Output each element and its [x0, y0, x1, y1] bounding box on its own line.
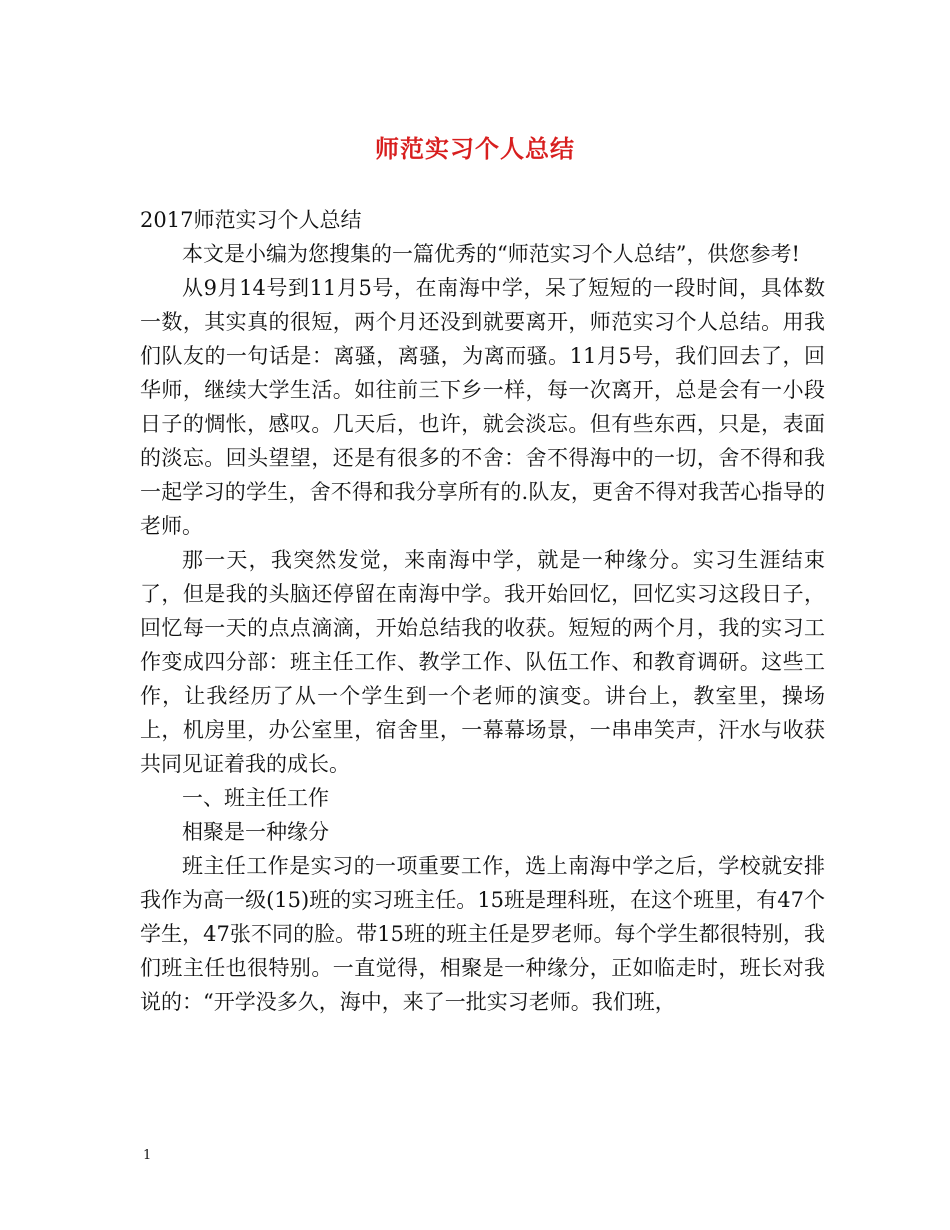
- document-subtitle: 2017师范实习个人总结: [140, 208, 362, 232]
- subsection-heading: 相聚是一种缘分: [182, 820, 329, 844]
- paragraph-homeroom: 班主任工作是实习的一项重要工作，选上南海中学之后，学校就安排我作为高一级(15)班的实习班主任。15班是理科班，在这个班里，有47个学生，47张不同的脸。带15班的班主任是罗老师。每个学生都很特别，我们班主任也很特别。一直觉得，相聚是一种缘分，正如临走时，班长对我说的：“开学没多久，海中，来了一批实习老师。我们班，: [140, 854, 825, 1014]
- document-title: 师范实习个人总结: [375, 134, 575, 163]
- paragraph-intro: 本文是小编为您搜集的一篇优秀的“师范实习个人总结”，供您参考!: [182, 242, 800, 266]
- page-number: 1: [143, 1148, 152, 1163]
- document-body: [140, 203, 825, 1019]
- section-heading: 一、班主任工作: [182, 786, 329, 810]
- paragraph-fate: 那一天，我突然发觉，来南海中学，就是一种缘分。实习生涯结束了，但是我的头脑还停留在南海中学。我开始回忆，回忆实习这段日子，回忆每一天的点点滴滴，开始总结我的收获。短短的两个月，我的实习工作变成四分部：班主任工作、教学工作、队伍工作、和教育调研。这些工作，让我经历了从一个学生到一个老师的演变。讲台上，教室里，操场上，机房里，办公室里，宿舍里，一幕幕场景，一串串笑声，汗水与收获共同见证着我的成长。: [140, 548, 825, 776]
- paragraph-period: 从9月14号到11月5号，在南海中学，呆了短短的一段时间，具体数一数，其实真的很短，两个月还没到就要离开，师范实习个人总结。用我们队友的一句话是：离骚，离骚，为离而骚。11月5号，我们回去了，回华师，继续大学生活。如往前三下乡一样，每一次离开，总是会有一小段日子的惆怅，感叹。几天后，也许，就会淡忘。但有些东西，只是，表面的淡忘。回头望望，还是有很多的不舍：舍不得海中的一切，舍不得和我一起学习的学生，舍不得和我分享所有的.队友，更舍不得对我苦心指导的老师。: [140, 276, 825, 538]
